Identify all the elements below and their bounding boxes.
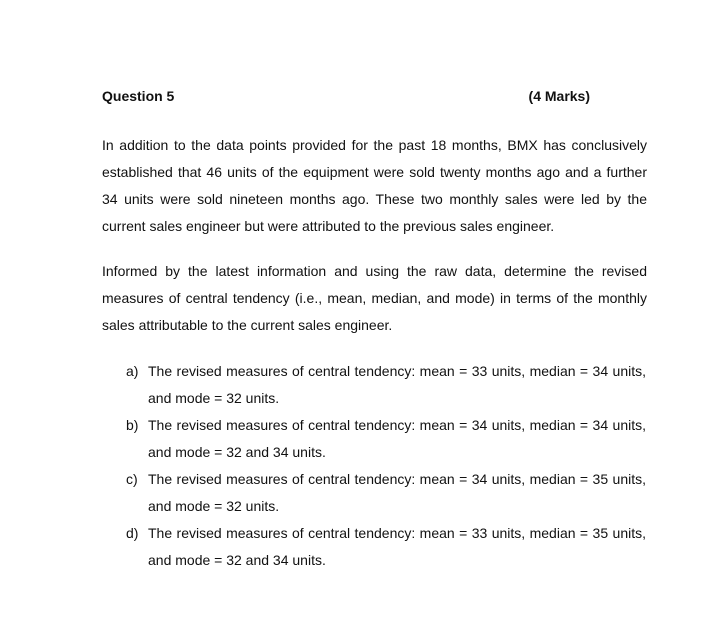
question-marks: (4 Marks) [528,88,590,104]
question-header [102,88,590,108]
option-b[interactable] [126,412,646,466]
option-text: The revised measures of central tendency: mean = 33 units, median = 34 units, and mode = 32 units. [148,363,646,406]
option-text: The revised measures of central tendency: mean = 33 units, median = 35 units, and mode = 32 and 34 units. [148,525,646,568]
option-letter: d) [126,525,139,541]
answer-options [126,358,646,574]
option-text: The revised measures of central tendency: mean = 34 units, median = 35 units, and mode = 32 units. [148,471,646,514]
option-letter: c) [126,471,138,487]
question-title: Question 5 [102,88,175,104]
option-c[interactable] [126,466,646,520]
option-text: The revised measures of central tendency: mean = 34 units, median = 34 units, and mode = 32 and 34 units. [148,417,646,460]
instruction-paragraph: Informed by the latest information and using the raw data, determine the revised measures of central tendency (i.e., mean, median, and mode) in terms of the monthly sales attributable to the current sales engineer. [102,263,647,333]
option-letter: b) [126,417,139,433]
context-paragraph: In addition to the data points provided for the past 18 months, BMX has conclusively established that 46 units of the equipment were sold twenty months ago and a further 34 units were sold nineteen months ago. These two monthly sales were led by the current sales engineer but were attributed to the previous sales engineer. [102,137,647,234]
option-d[interactable] [126,520,646,574]
option-letter: a) [126,363,139,379]
option-a[interactable] [126,358,646,412]
